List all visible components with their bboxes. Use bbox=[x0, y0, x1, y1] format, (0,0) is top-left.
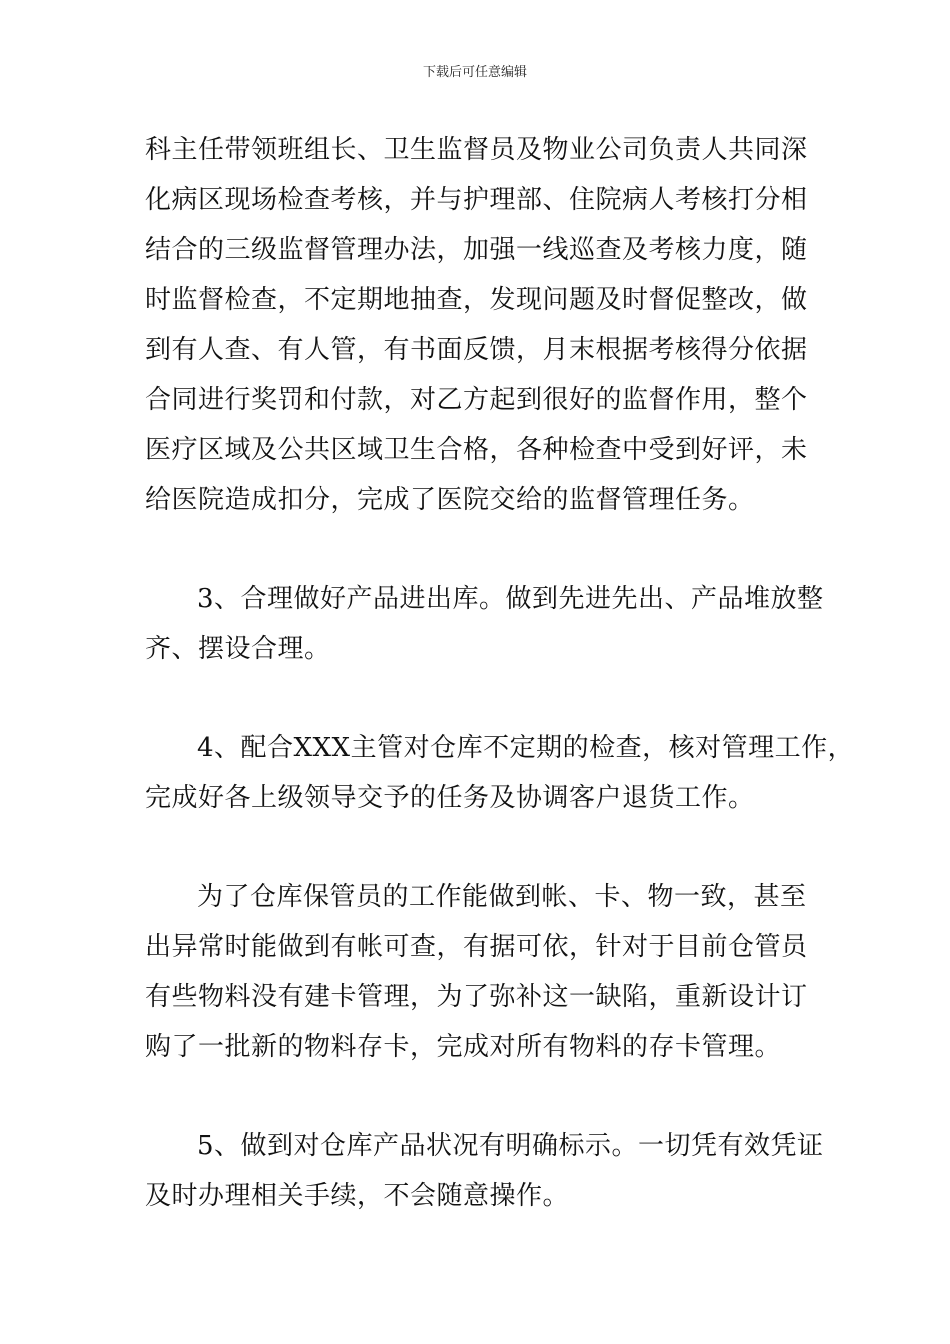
text-line: 齐、摆设合理。 bbox=[145, 634, 331, 664]
paragraph-gap bbox=[145, 674, 825, 723]
paragraph-gap bbox=[145, 1072, 825, 1121]
text-line: 购了一批新的物料存卡，完成对所有物料的存卡管理。 bbox=[145, 1032, 782, 1062]
page-header: 下载后可任意编辑 bbox=[422, 65, 527, 80]
text-line: 医疗区域及公共区域卫生合格，各种检查中受到好评，未 bbox=[145, 435, 808, 465]
text-line: 为了仓库保管员的工作能做到帐、卡、物一致，甚至 bbox=[197, 882, 807, 912]
text-line: 到有人查、有人管，有书面反馈，月末根据考核得分依据 bbox=[145, 335, 808, 365]
text-line: 完成好各上级领导交予的任务及协调客户退货工作。 bbox=[145, 783, 755, 813]
paragraph-item-3 bbox=[145, 574, 825, 674]
text-line: 5、做到对仓库产品状况有明确标示。一切凭有效凭证 bbox=[197, 1131, 824, 1161]
text-line: 合同进行奖罚和付款，对乙方起到很好的监督作用，整个 bbox=[145, 385, 808, 415]
paragraph-gap bbox=[145, 525, 825, 574]
paragraph-supervision bbox=[145, 125, 825, 525]
text-line: 有些物料没有建卡管理，为了弥补这一缺陷，重新设计订 bbox=[145, 982, 808, 1012]
text-line: 3、合理做好产品进出库。做到先进先出、产品堆放整 bbox=[197, 584, 824, 614]
text-line: 科主任带领班组长、卫生监督员及物业公司负责人共同深 bbox=[145, 135, 808, 165]
paragraph-item-4 bbox=[145, 723, 855, 823]
text-line: 化病区现场检查考核，并与护理部、住院病人考核打分相 bbox=[145, 185, 808, 215]
text-line: 及时办理相关手续，不会随意操作。 bbox=[145, 1181, 570, 1211]
text-line: 给医院造成扣分，完成了医院交给的监督管理任务。 bbox=[145, 485, 755, 515]
paragraph-item-5 bbox=[145, 1121, 825, 1221]
document-body bbox=[145, 125, 855, 1221]
text-line: 结合的三级监督管理办法，加强一线巡查及考核力度，随 bbox=[145, 235, 808, 265]
paragraph-gap bbox=[145, 823, 825, 872]
text-line: 时监督检查，不定期地抽查，发现问题及时督促整改，做 bbox=[145, 285, 808, 315]
paragraph-warehouse-cards bbox=[145, 872, 825, 1072]
text-line: 出异常时能做到有帐可查，有据可依，针对于目前仓管员 bbox=[145, 932, 808, 962]
text-line: 4、配合XXX主管对仓库不定期的检查，核对管理工作， bbox=[197, 733, 855, 763]
